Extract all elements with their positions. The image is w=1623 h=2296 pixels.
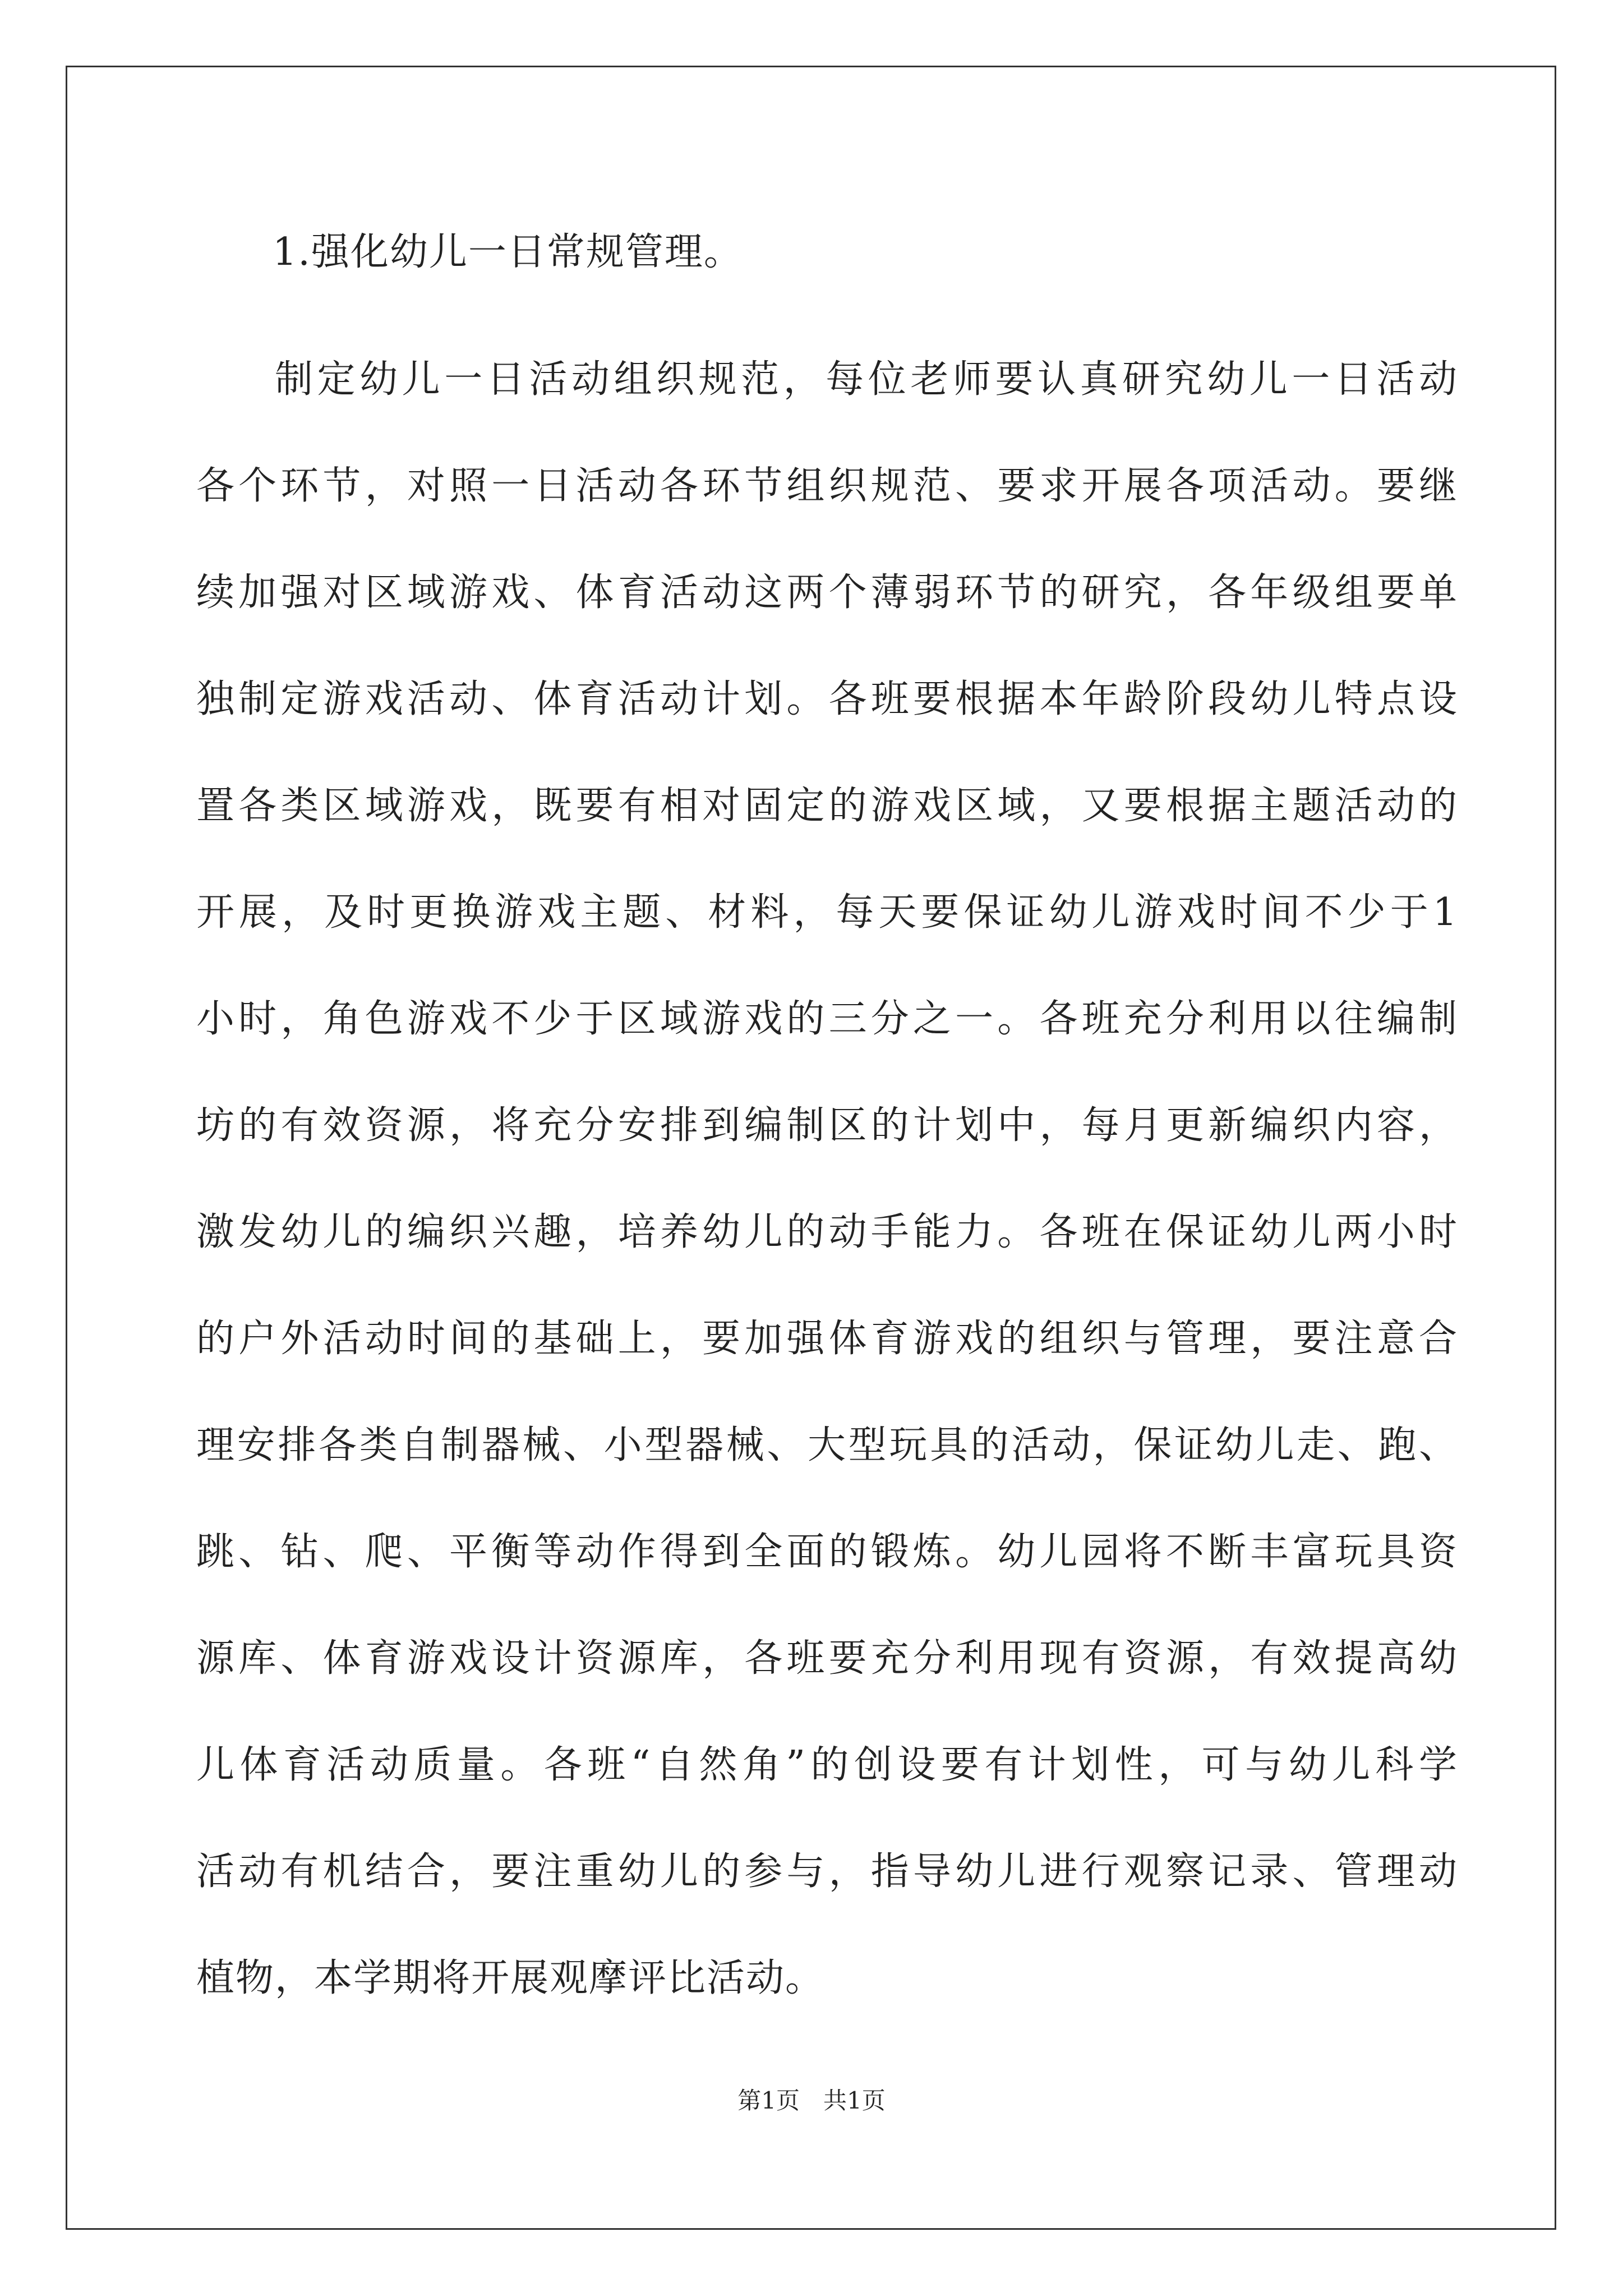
paragraph-line: 植物，本学期将开展观摩评比活动。: [196, 1956, 825, 2000]
paragraph-line: 的户外活动时间的基础上，要加强体育游戏的组织与管理，要注意合: [196, 1317, 1458, 1361]
paragraph-line: 理安排各类自制器械、小型器械、大型玩具的活动，保证幼儿走、跑、: [196, 1423, 1458, 1467]
paragraph-line: 活动有机结合，要注重幼儿的参与，指导幼儿进行观察记录、管理动: [196, 1849, 1458, 1894]
paragraph-line: 源库、体育游戏设计资源库，各班要充分利用现有资源，有效提高幼: [196, 1636, 1458, 1681]
paragraph: [196, 326, 1458, 2032]
paragraph-line: 小时，角色游戏不少于区域游戏的三分之一。各班充分利用以往编制: [196, 997, 1458, 1041]
paragraph-line: 开展，及时更换游戏主题、材料，每天要保证幼儿游戏时间不少于1: [196, 890, 1458, 935]
paragraph-line: 置各类区域游戏，既要有相对固定的游戏区域，又要根据主题活动的: [196, 784, 1458, 828]
page-footer: 第1页 共1页: [737, 2087, 886, 2114]
paragraph-line: 制定幼儿一日活动组织规范，每位老师要认真研究幼儿一日活动: [275, 357, 1458, 402]
paragraph-line: 各个环节，对照一日活动各环节组织规范、要求开展各项活动。要继: [196, 464, 1458, 508]
paragraph-line: 儿体育活动质量。各班“自然角”的创设要有计划性，可与幼儿科学: [196, 1743, 1458, 1787]
section-heading: 1.强化幼儿一日常规管理。: [273, 230, 743, 274]
paragraph-line: 跳、钻、爬、平衡等动作得到全面的锻炼。幼儿园将不断丰富玩具资: [196, 1530, 1458, 1574]
paragraph-line: 坊的有效资源，将充分安排到编制区的计划中，每月更新编织内容，: [196, 1103, 1458, 1148]
document-body: [196, 219, 1458, 2032]
paragraph-line: 独制定游戏活动、体育活动计划。各班要根据本年龄阶段幼儿特点设: [196, 677, 1458, 721]
paragraph-line: 续加强对区域游戏、体育活动这两个薄弱环节的研究，各年级组要单: [196, 570, 1458, 615]
paragraph-line: 激发幼儿的编织兴趣，培养幼儿的动手能力。各班在保证幼儿两小时: [196, 1210, 1458, 1254]
